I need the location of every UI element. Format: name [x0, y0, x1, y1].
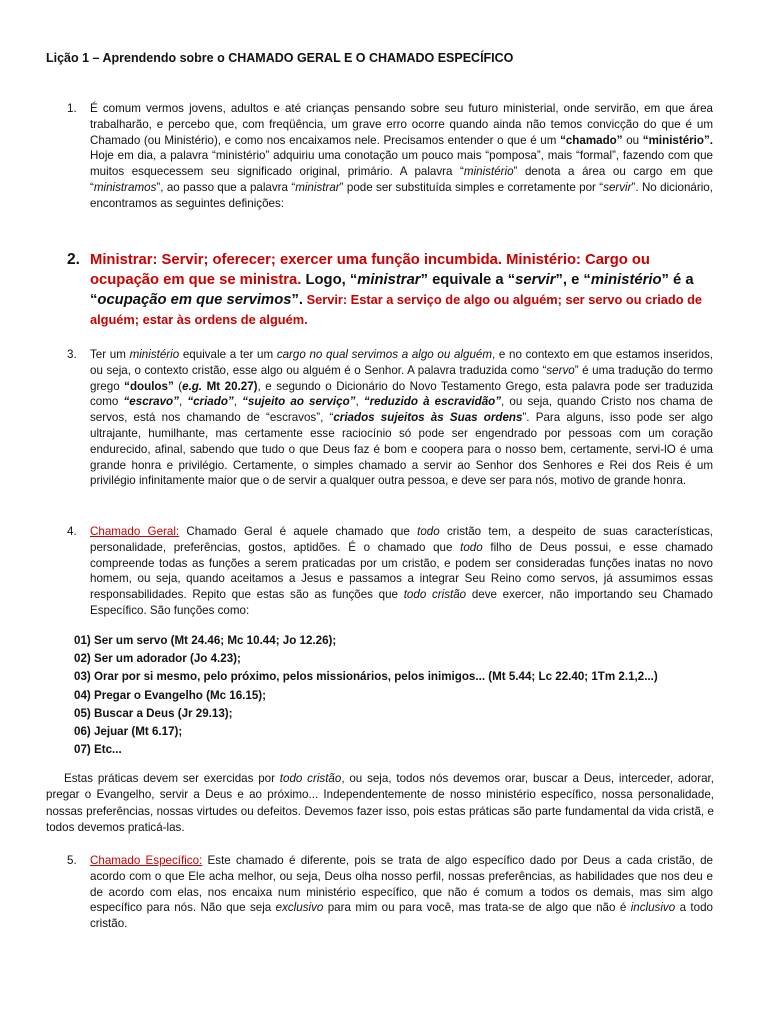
- functions-list: [74, 632, 658, 759]
- item-2-definitions: Ministrar: Servir; oferecer; exercer uma função incumbida. Ministério: Cargo ou ocupação em que se ministra. Logo, “ministrar” equivale a “servir”, e “ministério” é a “ocupação em que servimos”. Servir: Estar a serviço de algo ou alguém; ser servo ou criado de alguém; estar às ordens de alguém.: [90, 252, 702, 327]
- item-3-text: Ter um ministério equivale a ter um cargo no qual servimos a algo ou alguém, e no contexto em que estamos inseridos, ou seja, o contexto cristão, esse algo ou alguém é o Senhor. A palavra traduzida como “servo” é uma tradução do termo grego “doulos” (e.g. Mt 20.27), e segundo o Dicionário do Novo Testamento Grego, esta palavra pode ser traduzida como “escravo”, “criado”, “sujeito ao serviço”, “reduzido à escravidão”, ou seja, quando Cristo nos chama de servos, está nos chamando de “escravos”, “criados sujeitos às Suas ordens”. Para alguns, isso pode ser algo ultrajante, humilhante, mas certamente esse raciocínio só pode ser engendrado por pessoas com um coração endurecido, afinal, sabendo que tudo o que Deus faz é bom e coopera para o nosso bem, certamente, servi-lO é uma grande honra e privilégio. Certamente, o simples chamado a servir ao Senhor dos Senhores e Rei dos Reis é um privilégio infinitamente maior que o de servir a qualquer outra pessoa, e deve ser para nós, motivo de grande honra.: [90, 348, 713, 488]
- item-5-number: 5.: [67, 854, 77, 867]
- practices-paragraph: Estas práticas devem ser exercidas por todo cristão, ou seja, todos nós devemos orar, buscar a Deus, interceder, adorar, pregar o Evangelho, servir a Deus e ao próximo... Independentemente de nosso ministério específico, nossa personalidade, nossas preferências, nossas virtudes ou defeitos. Devemos fazer isso, pois estas práticas são parte fundamental da vida cristã, e todos devemos praticá-las.: [46, 772, 714, 835]
- item-1-text: É comum vermos jovens, adultos e até crianças pensando sobre seu futuro ministerial, onde servirão, em que área trabalharão, e percebo que, com freqüência, um grave erro ocorre quando ainda não temos convicção do que é um Chamado (ou Ministério), e como nos encaixamos nele. Precisamos entender o que é um “chamado” ou “ministério”. Hoje em dia, a palavra “ministério” adquiriu uma conotação um pouco mais “pomposa”, mais “formal”, fazendo com que muitos esquecessem seu significado original, primário. A palavra “ministério” denota a área ou cargo em que “ministramos”, ao passo que a palavra “ministrar” pode ser substituída simples e corretamente por “servir”. No dicionário, encontramos as seguintes definições:: [90, 102, 714, 210]
- item-1-number: 1.: [67, 102, 77, 115]
- list-item: 06) Jejuar (Mt 6.17);: [74, 725, 183, 739]
- chamado-especifico-heading: Chamado Específico:: [90, 854, 203, 867]
- item-4-text: Chamado Geral: Chamado Geral é aquele chamado que todo cristão tem, a despeito de suas características, personalidade, preferências, gostos, aptidões. É o chamado que todo filho de Deus possui, e esse chamado compreende todas as funções a serem praticadas por um cristão, e podem ser consideradas funções inatas no novo homem, ou seja, quando aceitamos a Jesus e passamos a integrar Seu Reino como servos, já assumimos essas responsabilidades. Repito que estas são as funções que todo cristão deve exercer, não importando seu Chamado Específico. São funções como:: [90, 525, 714, 617]
- list-item: 07) Etc...: [74, 743, 122, 757]
- item-2-number: 2.: [67, 251, 80, 268]
- item-4-number: 4.: [67, 525, 77, 538]
- list-item: 01) Ser um servo (Mt 24.46; Mc 10.44; Jo 12.26);: [74, 634, 337, 647]
- list-item: 02) Ser um adorador (Jo 4.23);: [74, 652, 241, 666]
- list-item: 04) Pregar o Evangelho (Mc 16.15);: [74, 688, 267, 702]
- chamado-geral-heading: Chamado Geral:: [90, 525, 180, 538]
- lesson-title: Lição 1 – Aprendendo sobre o CHAMADO GERAL E O CHAMADO ESPECÍFICO: [46, 51, 514, 65]
- list-item: 05) Buscar a Deus (Jr 29.13);: [74, 706, 233, 720]
- list-item: 03) Orar por si mesmo, pelo próximo, pelos missionários, pelos inimigos... (Mt 5.44; Lc 22.40; 1Tm 2.1,2...): [74, 670, 658, 684]
- item-3-number: 3.: [67, 348, 77, 361]
- item-5-text: Chamado Específico: Este chamado é diferente, pois se trata de algo específico dado por Deus a cada cristão, de acordo com o que Ele acha melhor, ou seja, Deus olha nosso perfil, nossas preferências, as habilidades que nos deu e de acordo com elas, nos encaixa num ministério específico, que não é comum a todos os demais, mas sim algo específico para nós. Não que seja exclusivo para mim ou para você, mas trata-se de algo que não é inclusivo a todo cristão.: [90, 854, 713, 931]
